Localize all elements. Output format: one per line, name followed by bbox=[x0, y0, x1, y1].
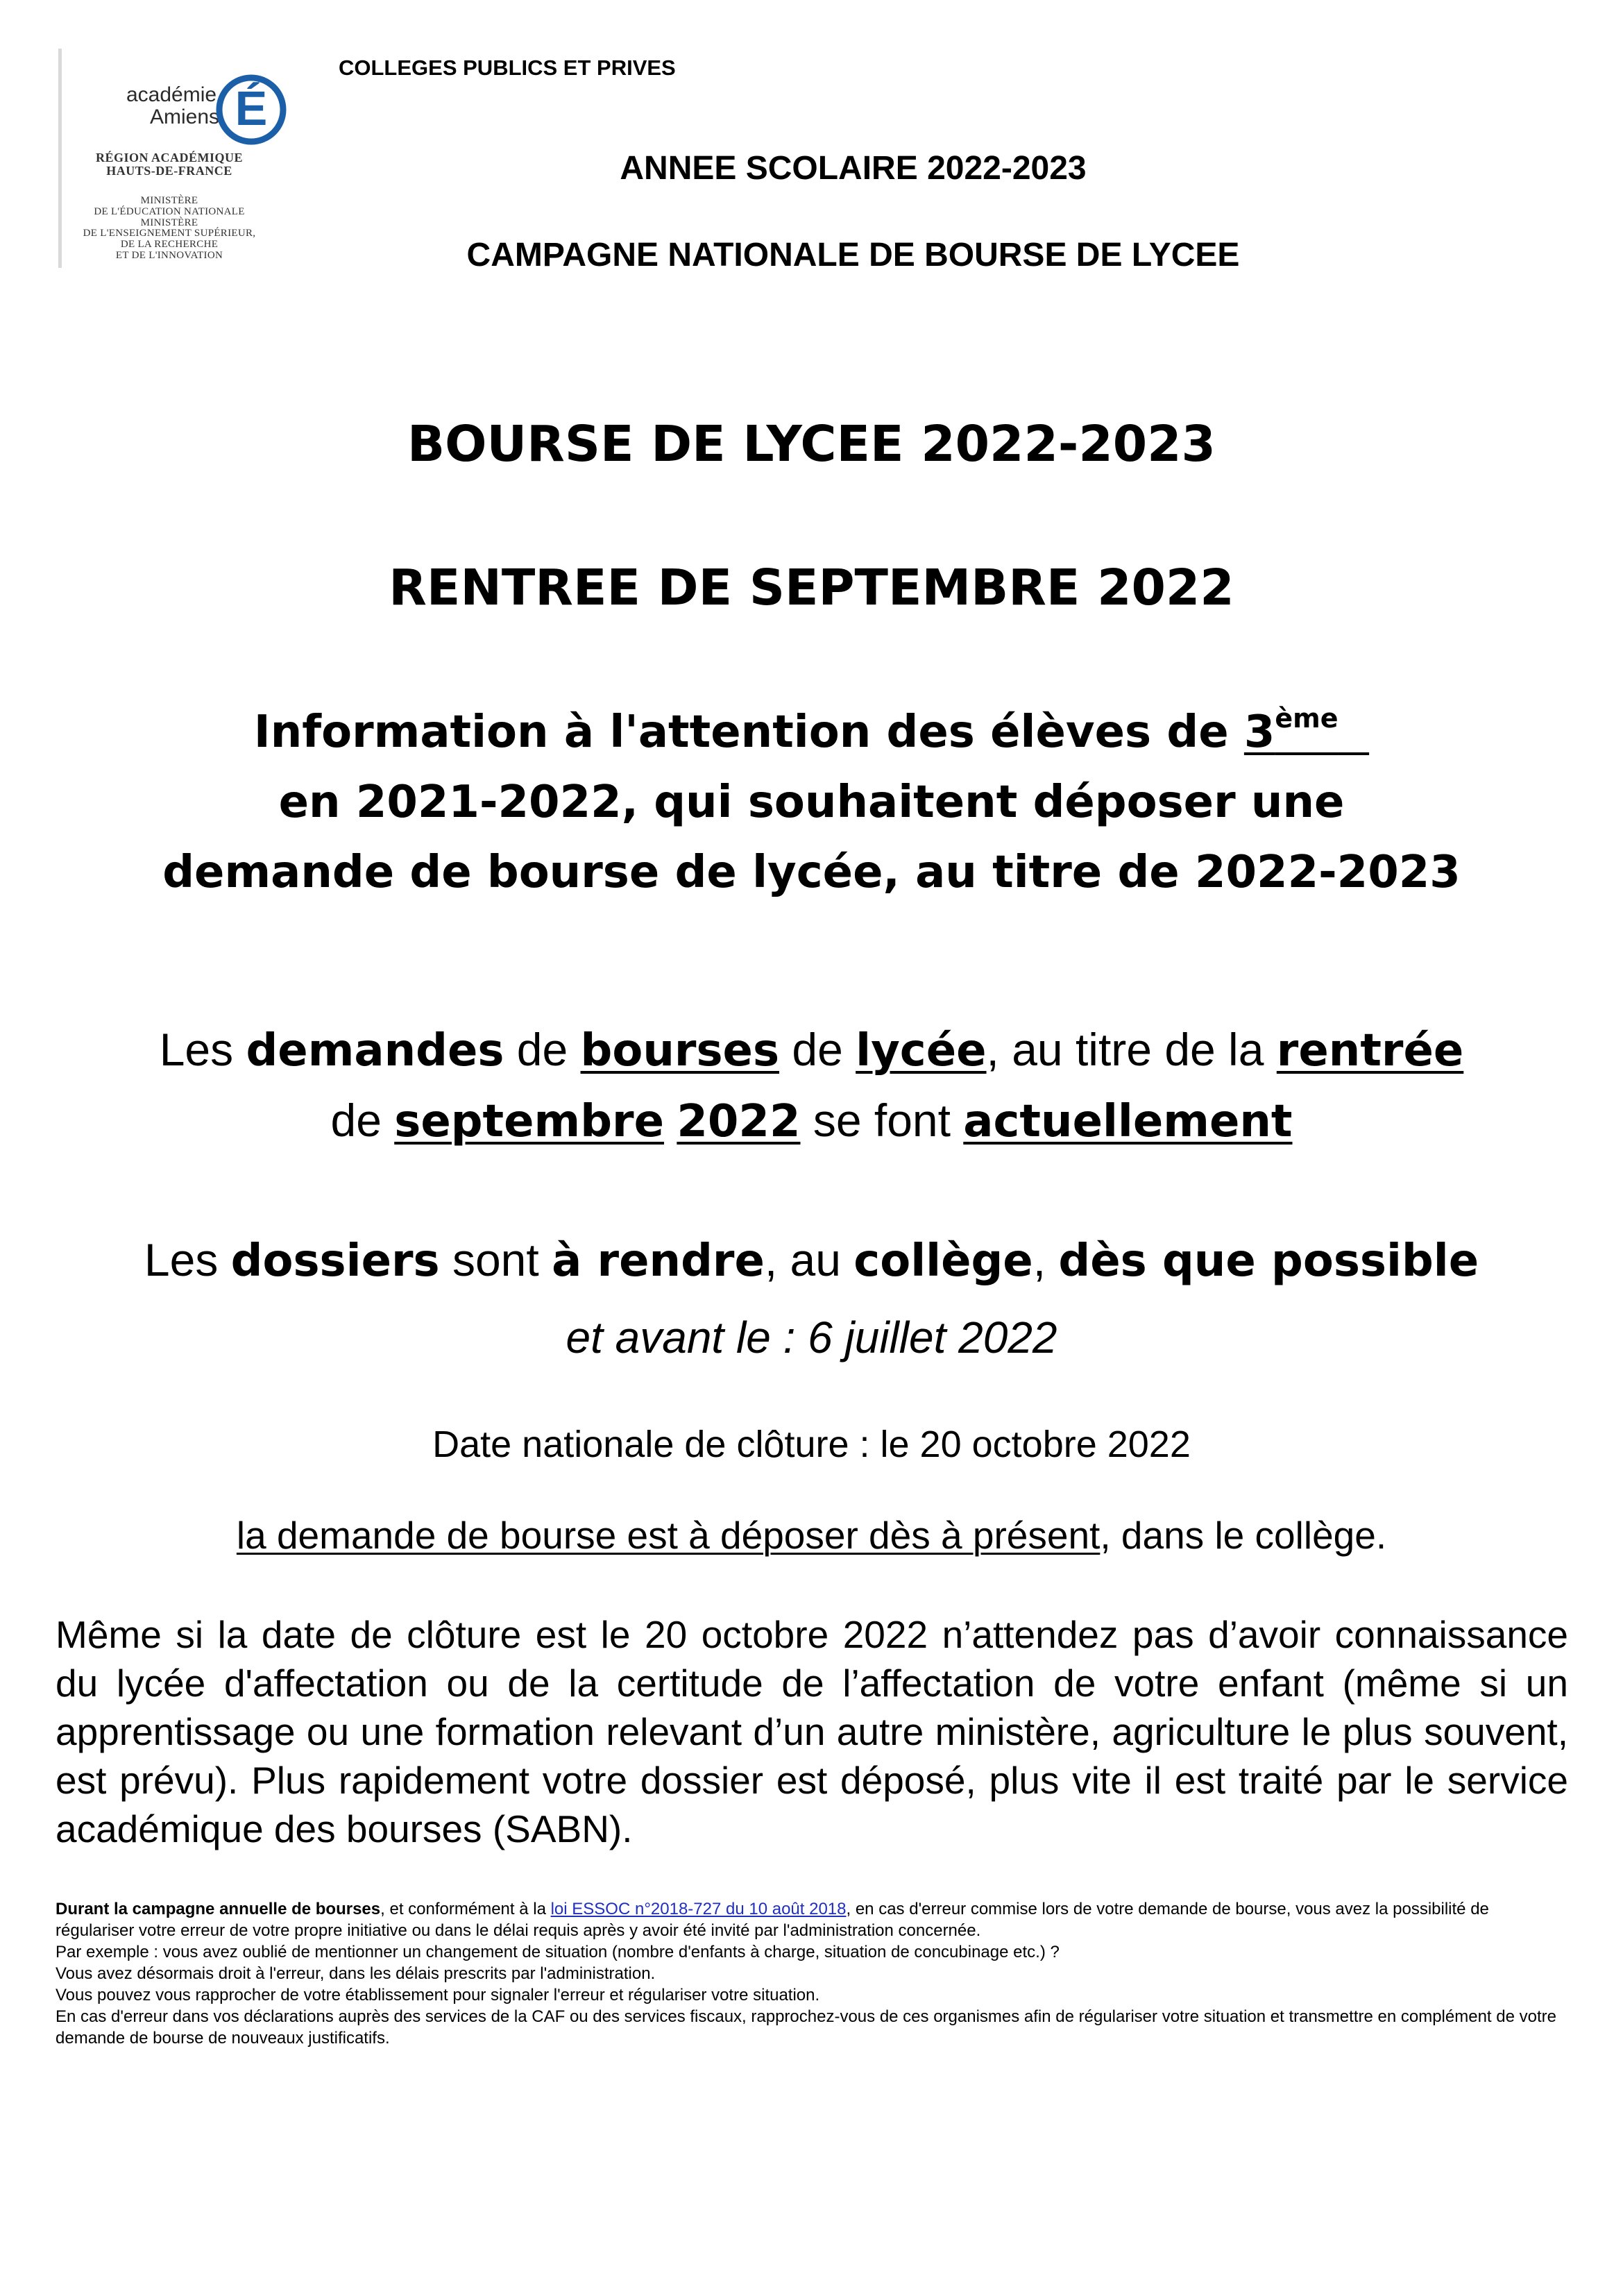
logo-letter: É bbox=[235, 81, 268, 135]
footer-paragraph: Durant la campagne annuelle de bourses, et conformément à la loi ESSOC n°2018-727 du 10 août 2018, en cas d'erreur commise lors de votre demande de bourse, vous avez la possibilité de régulariser votre erreur de votre propre initiative ou dans le délai requis après y avoir été invité par l'administration concernée. bbox=[56, 1900, 1489, 1940]
rentree-title: RENTREE DE SEPTEMBRE 2022 bbox=[389, 559, 1234, 616]
campaign-heading: CAMPAGNE NATIONALE DE BOURSE DE LYCEE bbox=[466, 237, 1240, 273]
colleges-label: COLLEGES PUBLICS ET PRIVES bbox=[339, 56, 676, 80]
footer-line: Vous avez désormais droit à l'erreur, dans les délais prescrits par l'administration. bbox=[56, 1964, 656, 1983]
essoc-law-link[interactable]: loi ESSOC n°2018-727 du 10 août 2018 bbox=[550, 1900, 847, 1918]
deposit-now-line: la demande de bourse est à déposer dès à présent, dans le collège. bbox=[236, 1514, 1387, 1557]
school-year-heading: ANNEE SCOLAIRE 2022-2023 bbox=[620, 150, 1087, 187]
footer-line: En cas d'erreur dans vos déclarations auprès des services de la CAF ou des services fiscaux, rapprochez-vous de ces organismes afin de régulariser votre situation et transmettre en complément de votre demande de bourse de nouveaux justificatifs. bbox=[56, 2007, 1556, 2048]
footer-line: Vous pouvez vous rapprocher de votre établissement pour signaler l'erreur et régulariser votre situation. bbox=[56, 1986, 820, 2004]
bourse-title: BOURSE DE LYCEE 2022-2023 bbox=[407, 415, 1216, 473]
dossiers-statement: Les dossiers sont à rendre, au collège, dès que possible bbox=[144, 1234, 1479, 1287]
footer-line: Par exemple : vous avez oublié de mentionner un changement de situation (nombre d'enfants à charge, situation de concubinage etc.) ? bbox=[56, 1943, 1060, 1961]
legal-footer bbox=[56, 1898, 1561, 2049]
advice-paragraph: Même si la date de clôture est le 20 octobre 2022 n’attendez pas d’avoir connaissance du lycée d'affectation ou de la certitude de l’affectation de votre enfant (même si un apprentissage ou une formation relevant d’un autre ministère, agriculture le plus souvent, est prévu). Plus rapidement votre dossier est déposé, plus vite il est traité par le service académique des bourses (SABN). bbox=[56, 1613, 1568, 1850]
logo-ministry: MINISTÈRE DE L'ÉDUCATION NATIONALE MINISTÈRE DE L'ENSEIGNEMENT SUPÉRIEUR, DE LA RECHERCHE ET DE L'INNOVATION bbox=[83, 195, 256, 261]
logo-region: RÉGION ACADÉMIQUE HAUTS-DE-FRANCE bbox=[95, 151, 244, 178]
logo-word-amiens: Amiens bbox=[150, 105, 220, 128]
demandes-statement: Les demandes de bourses de lycée, au titre de la rentrée de septembre 2022 se font actuellement bbox=[159, 1024, 1464, 1147]
logo-word-academie: académie bbox=[126, 83, 217, 106]
deadline-line: et avant le : 6 juillet 2022 bbox=[566, 1312, 1057, 1362]
info-paragraph: Information à l'attention des élèves de 3ème en 2021-2022, qui souhaitent déposer une demande de bourse de lycée, au titre de 2022-2023 bbox=[162, 703, 1461, 898]
closing-date: Date nationale de clôture : le 20 octobre 2022 bbox=[432, 1424, 1191, 1465]
logo-e-icon bbox=[204, 56, 287, 146]
